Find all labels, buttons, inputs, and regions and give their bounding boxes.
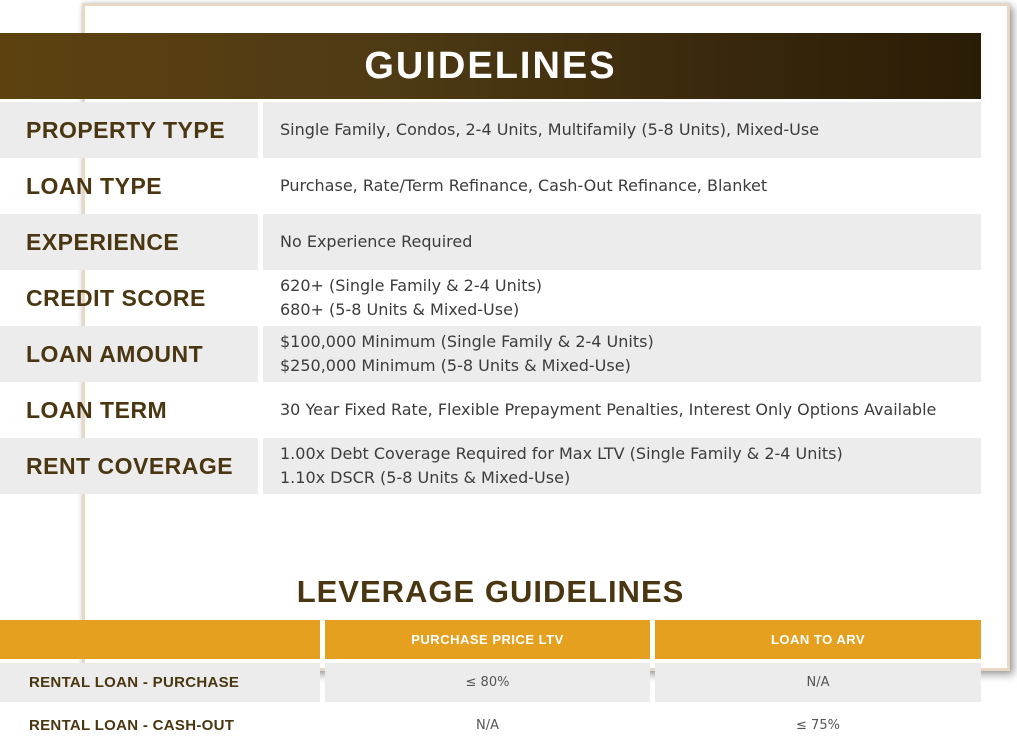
leverage-guidelines-title: LEVERAGE GUIDELINES	[296, 574, 685, 609]
guideline-value	[263, 326, 981, 382]
guideline-value-line: No Experience Required	[280, 232, 473, 251]
guidelines-title: GUIDELINES	[364, 44, 617, 87]
leverage-row-label: RENTAL LOAN - CASH-OUT	[29, 717, 235, 734]
guideline-row-experience	[0, 214, 981, 270]
guideline-row-loan-amount	[0, 326, 981, 382]
leverage-cell-ltv: N/A	[476, 718, 499, 733]
guideline-value-line: 620+ (Single Family & 2-4 Units)	[280, 276, 543, 295]
guideline-value	[263, 214, 981, 270]
guideline-value	[263, 382, 981, 438]
guideline-value-line: $250,000 Minimum (5-8 Units & Mixed-Use)	[280, 356, 631, 375]
leverage-cell-ltv: ≤ 80%	[325, 663, 650, 702]
guideline-label: EXPERIENCE	[0, 214, 258, 270]
guideline-value	[263, 270, 981, 326]
leverage-table	[0, 620, 981, 749]
leverage-header-loan-to-arv: LOAN TO ARV	[655, 620, 981, 659]
guideline-row-rent-coverage	[0, 438, 981, 494]
guideline-value	[263, 158, 981, 214]
leverage-header-blank	[0, 620, 320, 659]
guideline-row-loan-type	[0, 158, 981, 214]
guideline-value-line: 680+ (5-8 Units & Mixed-Use)	[280, 300, 520, 319]
leverage-row-rental-cash-out	[0, 706, 981, 745]
guideline-value-line: Single Family, Condos, 2-4 Units, Multifamily (5-8 Units), Mixed-Use	[280, 120, 820, 139]
guideline-value-line: 1.00x Debt Coverage Required for Max LTV (Single Family & 2-4 Units)	[280, 444, 843, 463]
guideline-label: LOAN TERM	[26, 396, 168, 423]
guidelines-table	[0, 102, 981, 494]
guideline-label: LOAN TYPE	[26, 172, 163, 199]
leverage-row-label: RENTAL LOAN - PURCHASE	[0, 663, 320, 702]
guideline-value	[263, 438, 981, 494]
guideline-value-line: Purchase, Rate/Term Refinance, Cash-Out Refinance, Blanket	[280, 176, 768, 195]
guideline-value-line: 1.10x DSCR (5-8 Units & Mixed-Use)	[280, 468, 571, 487]
guideline-label: LOAN AMOUNT	[0, 326, 258, 382]
guideline-label: RENT COVERAGE	[0, 438, 258, 494]
guideline-value-line: 30 Year Fixed Rate, Flexible Prepayment Penalties, Interest Only Options Available	[280, 400, 937, 419]
guideline-value	[263, 102, 981, 158]
guideline-value-line: $100,000 Minimum (Single Family & 2-4 Units)	[280, 332, 654, 351]
leverage-row-rental-purchase	[0, 663, 981, 702]
guideline-label: CREDIT SCORE	[26, 284, 206, 311]
leverage-header-row	[0, 620, 981, 659]
leverage-cell-arv: ≤ 75%	[796, 718, 840, 733]
guidelines-banner	[0, 33, 981, 99]
guideline-row-property-type	[0, 102, 981, 158]
guideline-row-loan-term	[0, 382, 981, 438]
guideline-label: PROPERTY TYPE	[0, 102, 258, 158]
leverage-header-purchase-price-ltv: PURCHASE PRICE LTV	[325, 620, 650, 659]
leverage-cell-arv: N/A	[655, 663, 981, 702]
guideline-row-credit-score	[0, 270, 981, 326]
